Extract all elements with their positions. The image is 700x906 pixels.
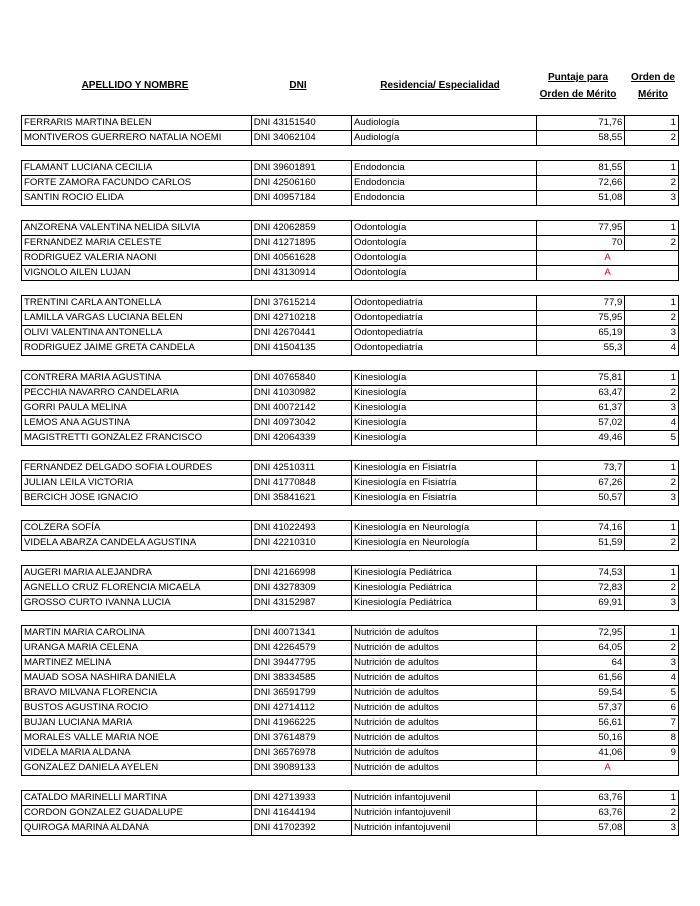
table-row xyxy=(22,416,679,431)
merit-score: 41,06 xyxy=(537,746,625,761)
residency-group-table xyxy=(21,295,679,356)
applicant-residency: Odontopediatría xyxy=(352,296,537,311)
table-row xyxy=(22,311,679,326)
residency-group-table xyxy=(21,520,679,551)
column-header-residency xyxy=(365,77,515,94)
applicant-residency: Kinesiología Pediátrica xyxy=(352,596,537,611)
merit-order: 9 xyxy=(625,746,679,761)
column-header-name: APELLIDO Y NOMBRE xyxy=(81,80,189,91)
merit-score: 75,95 xyxy=(537,311,625,326)
table-row xyxy=(22,341,679,356)
applicant-name: GONZALEZ DANIELA AYELEN xyxy=(22,761,252,776)
applicant-name: BRAVO MILVANA FLORENCIA xyxy=(22,686,252,701)
merit-score: 59,54 xyxy=(537,686,625,701)
applicant-residency: Kinesiología xyxy=(352,431,537,446)
table-row xyxy=(22,731,679,746)
applicant-dni: DNI 42166998 xyxy=(251,566,351,581)
column-header-dni: DNI xyxy=(289,80,307,91)
merit-score: 56,61 xyxy=(537,716,625,731)
residency-group-table xyxy=(21,460,679,506)
applicant-name: MARTINEZ MELINA xyxy=(22,656,252,671)
applicant-name: PECCHIA NAVARRO CANDELARIA xyxy=(22,386,252,401)
applicant-residency: Nutrición de adultos xyxy=(352,716,537,731)
applicant-name: AGNELLO CRUZ FLORENCIA MICAELA xyxy=(22,581,252,596)
residency-group-table xyxy=(21,115,679,146)
applicant-dni: DNI 39601891 xyxy=(251,161,351,176)
merit-score: 74,53 xyxy=(537,566,625,581)
table-row xyxy=(22,116,679,131)
column-header-residency-label: Residencia/ Especialidad xyxy=(380,80,500,91)
merit-order: 2 xyxy=(625,386,679,401)
table-row xyxy=(22,821,679,836)
applicant-name: GORRI PAULA MELINA xyxy=(22,401,252,416)
merit-score: 65,19 xyxy=(537,326,625,341)
merit-order: 2 xyxy=(625,476,679,491)
merit-order: 5 xyxy=(625,686,679,701)
merit-score: 75,81 xyxy=(537,371,625,386)
applicant-name: SANTIN ROCIO ELIDA xyxy=(22,191,252,206)
table-row xyxy=(22,746,679,761)
applicant-dni: DNI 42510311 xyxy=(251,461,351,476)
merit-order: 1 xyxy=(625,626,679,641)
applicant-name: CONTRERA MARIA AGUSTINA xyxy=(22,371,252,386)
applicant-name: FLAMANT LUCIANA CECILIA xyxy=(22,161,252,176)
table-row xyxy=(22,386,679,401)
applicant-dni: DNI 34062104 xyxy=(251,131,351,146)
applicant-residency: Odontología xyxy=(352,221,537,236)
merit-order: 2 xyxy=(625,806,679,821)
merit-score: 81,55 xyxy=(537,161,625,176)
applicant-name: CATALDO MARINELLI MARTINA xyxy=(22,791,252,806)
column-header-score xyxy=(526,69,630,103)
applicant-residency: Nutrición de adultos xyxy=(352,761,537,776)
applicant-dni: DNI 42210310 xyxy=(251,536,351,551)
applicant-dni: DNI 41702392 xyxy=(251,821,351,836)
merit-score: 69,91 xyxy=(537,596,625,611)
merit-order: 3 xyxy=(625,821,679,836)
merit-order: 5 xyxy=(625,431,679,446)
merit-score: 57,37 xyxy=(537,701,625,716)
applicant-residency: Odontología xyxy=(352,236,537,251)
applicant-dni: DNI 42713933 xyxy=(251,791,351,806)
merit-score: 72,95 xyxy=(537,626,625,641)
applicant-dni: DNI 43130914 xyxy=(251,266,351,281)
residency-group-table xyxy=(21,565,679,611)
applicant-name: MAGISTRETTI GONZALEZ FRANCISCO xyxy=(22,431,252,446)
merit-order: 3 xyxy=(625,491,679,506)
merit-score: 63,47 xyxy=(537,386,625,401)
merit-order: 4 xyxy=(625,671,679,686)
table-row xyxy=(22,131,679,146)
merit-order: 4 xyxy=(625,416,679,431)
applicant-dni: DNI 40561628 xyxy=(251,251,351,266)
applicant-residency: Odontopediatría xyxy=(352,341,537,356)
applicant-name: RODRIGUEZ JAIME GRETA CANDELA xyxy=(22,341,252,356)
applicant-name: BUJAN LUCIANA MARIA xyxy=(22,716,252,731)
merit-order: 3 xyxy=(625,656,679,671)
table-row xyxy=(22,596,679,611)
applicant-residency: Nutrición de adultos xyxy=(352,626,537,641)
applicant-residency: Nutrición de adultos xyxy=(352,671,537,686)
merit-score: 64 xyxy=(537,656,625,671)
applicant-name: TRENTINI CARLA ANTONELLA xyxy=(22,296,252,311)
applicant-residency: Odontopediatría xyxy=(352,311,537,326)
merit-order: 7 xyxy=(625,716,679,731)
applicant-residency: Audiología xyxy=(352,116,537,131)
merit-order: 3 xyxy=(625,326,679,341)
applicant-residency: Nutrición infantojuvenil xyxy=(352,821,537,836)
applicant-residency: Nutrición infantojuvenil xyxy=(352,806,537,821)
applicant-dni: DNI 41271895 xyxy=(251,236,351,251)
table-row xyxy=(22,536,679,551)
table-row xyxy=(22,656,679,671)
residency-group-table xyxy=(21,370,679,446)
applicant-dni: DNI 39089133 xyxy=(251,761,351,776)
merit-order: 1 xyxy=(625,296,679,311)
applicant-name: LAMILLA VARGAS LUCIANA BELEN xyxy=(22,311,252,326)
applicant-residency: Kinesiología Pediátrica xyxy=(352,581,537,596)
table-row xyxy=(22,371,679,386)
table-row xyxy=(22,521,679,536)
applicant-residency: Kinesiología en Fisiatría xyxy=(352,491,537,506)
merit-score: 63,76 xyxy=(537,791,625,806)
table-row xyxy=(22,401,679,416)
applicant-dni: DNI 37615214 xyxy=(251,296,351,311)
applicant-dni: DNI 40071341 xyxy=(251,626,351,641)
residency-group-table xyxy=(21,220,679,281)
table-row xyxy=(22,431,679,446)
applicant-residency: Kinesiología en Fisiatría xyxy=(352,461,537,476)
applicant-residency: Endodoncia xyxy=(352,191,537,206)
column-header-order-line2: Mérito xyxy=(638,89,668,100)
column-header-score-line2: Orden de Mérito xyxy=(539,89,617,100)
merit-order: 2 xyxy=(625,311,679,326)
table-row xyxy=(22,236,679,251)
applicant-residency: Nutrición de adultos xyxy=(352,656,537,671)
merit-order: 1 xyxy=(625,161,679,176)
applicant-residency: Kinesiología xyxy=(352,386,537,401)
applicant-name: RODRIGUEZ VALERIA NAONI xyxy=(22,251,252,266)
merit-score: 72,66 xyxy=(537,176,625,191)
table-row xyxy=(22,251,679,266)
table-row xyxy=(22,266,679,281)
merit-score: 57,02 xyxy=(537,416,625,431)
merit-score: 64,05 xyxy=(537,641,625,656)
applicant-dni: DNI 37614879 xyxy=(251,731,351,746)
table-row xyxy=(22,296,679,311)
table-row xyxy=(22,161,679,176)
applicant-name: FERNANDEZ MARIA CELESTE xyxy=(22,236,252,251)
merit-score: 63,76 xyxy=(537,806,625,821)
merit-score: 67,26 xyxy=(537,476,625,491)
merit-score: 77,95 xyxy=(537,221,625,236)
applicant-dni: DNI 41644194 xyxy=(251,806,351,821)
applicant-dni: DNI 41966225 xyxy=(251,716,351,731)
applicant-residency: Nutrición de adultos xyxy=(352,731,537,746)
applicant-residency: Audiología xyxy=(352,131,537,146)
applicant-residency: Kinesiología xyxy=(352,401,537,416)
applicant-residency: Endodoncia xyxy=(352,161,537,176)
applicant-name: QUIROGA MARINA ALDANA xyxy=(22,821,252,836)
table-row xyxy=(22,806,679,821)
applicant-name: MARTIN MARIA CAROLINA xyxy=(22,626,252,641)
applicant-residency: Kinesiología xyxy=(352,371,537,386)
table-row xyxy=(22,686,679,701)
table-row xyxy=(22,761,679,776)
applicant-name: AUGERI MARIA ALEJANDRA xyxy=(22,566,252,581)
applicant-dni: DNI 40072142 xyxy=(251,401,351,416)
merit-order: 1 xyxy=(625,221,679,236)
merit-order: 2 xyxy=(625,176,679,191)
merit-score: 61,37 xyxy=(537,401,625,416)
applicant-dni: DNI 42062859 xyxy=(251,221,351,236)
column-header-order-line1: Orden de xyxy=(631,72,675,83)
table-row xyxy=(22,221,679,236)
merit-order: 2 xyxy=(625,536,679,551)
applicant-dni: DNI 43151540 xyxy=(251,116,351,131)
applicant-name: OLIVI VALENTINA ANTONELLA xyxy=(22,326,252,341)
applicant-residency: Kinesiología en Neurología xyxy=(352,536,537,551)
absent-mark: A xyxy=(537,761,679,776)
applicant-dni: DNI 42264579 xyxy=(251,641,351,656)
applicant-name: VIDELA ABARZA CANDELA AGUSTINA xyxy=(22,536,252,551)
applicant-dni: DNI 41030982 xyxy=(251,386,351,401)
residency-group-table xyxy=(21,160,679,206)
table-row xyxy=(22,671,679,686)
table-row xyxy=(22,716,679,731)
applicant-name: JULIAN LEILA VICTORIA xyxy=(22,476,252,491)
applicant-dni: DNI 38334585 xyxy=(251,671,351,686)
applicant-residency: Endodoncia xyxy=(352,176,537,191)
merit-score: 50,57 xyxy=(537,491,625,506)
merit-score: 58,55 xyxy=(537,131,625,146)
merit-score: 61,56 xyxy=(537,671,625,686)
applicant-dni: DNI 41770848 xyxy=(251,476,351,491)
merit-order: 1 xyxy=(625,461,679,476)
applicant-dni: DNI 42064339 xyxy=(251,431,351,446)
residency-group-table xyxy=(21,625,679,776)
table-row xyxy=(22,476,679,491)
table-row xyxy=(22,176,679,191)
merit-order: 2 xyxy=(625,236,679,251)
applicant-name: MORALES VALLE MARIA NOE xyxy=(22,731,252,746)
applicant-name: FERNANDEZ DELGADO SOFIA LOURDES xyxy=(22,461,252,476)
merit-order: 1 xyxy=(625,791,679,806)
merit-order: 1 xyxy=(625,566,679,581)
applicant-name: FORTE ZAMORA FACUNDO CARLOS xyxy=(22,176,252,191)
merit-score: 73,7 xyxy=(537,461,625,476)
table-row xyxy=(22,461,679,476)
merit-order: 3 xyxy=(625,596,679,611)
merit-score: 51,59 xyxy=(537,536,625,551)
column-header-score-line1: Puntaje para xyxy=(547,72,609,83)
applicant-name: COLZERA SOFÍA xyxy=(22,521,252,536)
applicant-residency: Odontopediatría xyxy=(352,326,537,341)
absent-mark: A xyxy=(537,266,679,281)
applicant-dni: DNI 39447795 xyxy=(251,656,351,671)
applicant-name: FERRARIS MARTINA BELEN xyxy=(22,116,252,131)
applicant-dni: DNI 41504135 xyxy=(251,341,351,356)
column-header-order xyxy=(622,69,684,103)
applicant-dni: DNI 35841621 xyxy=(251,491,351,506)
table-row xyxy=(22,626,679,641)
table-row xyxy=(22,326,679,341)
merit-order: 4 xyxy=(625,341,679,356)
applicant-dni: DNI 41022493 xyxy=(251,521,351,536)
applicant-dni: DNI 43278309 xyxy=(251,581,351,596)
applicant-name: VIGNOLO AILEN LUJAN xyxy=(22,266,252,281)
applicant-dni: DNI 40957184 xyxy=(251,191,351,206)
merit-score: 50,16 xyxy=(537,731,625,746)
merit-order: 1 xyxy=(625,116,679,131)
table-row xyxy=(22,191,679,206)
applicant-dni: DNI 42710218 xyxy=(251,311,351,326)
applicant-residency: Odontología xyxy=(352,266,537,281)
applicant-dni: DNI 42670441 xyxy=(251,326,351,341)
applicant-residency: Odontología xyxy=(352,251,537,266)
residency-group-table xyxy=(21,790,679,836)
merit-order: 3 xyxy=(625,191,679,206)
applicant-residency: Kinesiología en Neurología xyxy=(352,521,537,536)
applicant-dni: DNI 36591799 xyxy=(251,686,351,701)
applicant-name: MONTIVEROS GUERRERO NATALIA NOEMI xyxy=(22,131,252,146)
applicant-residency: Nutrición de adultos xyxy=(352,746,537,761)
applicant-name: CORDON GONZALEZ GUADALUPE xyxy=(22,806,252,821)
applicant-residency: Nutrición de adultos xyxy=(352,641,537,656)
applicant-name: GROSSO CURTO IVANNA LUCIA xyxy=(22,596,252,611)
merit-score: 70 xyxy=(537,236,625,251)
table-row xyxy=(22,581,679,596)
applicant-dni: DNI 40973042 xyxy=(251,416,351,431)
applicant-residency: Nutrición infantojuvenil xyxy=(352,791,537,806)
applicant-name: ANZORENA VALENTINA NELIDA SILVIA xyxy=(22,221,252,236)
applicant-dni: DNI 40765840 xyxy=(251,371,351,386)
applicant-dni: DNI 42714112 xyxy=(251,701,351,716)
applicant-dni: DNI 43152987 xyxy=(251,596,351,611)
applicant-name: BUSTOS AGUSTINA ROCIO xyxy=(22,701,252,716)
absent-mark: A xyxy=(537,251,679,266)
merit-order: 1 xyxy=(625,371,679,386)
merit-order: 1 xyxy=(625,521,679,536)
table-row xyxy=(22,641,679,656)
table-row xyxy=(22,566,679,581)
applicant-name: MAUAD SOSA NASHIRA DANIELA xyxy=(22,671,252,686)
merit-order: 2 xyxy=(625,131,679,146)
applicant-name: VIDELA MARIA ALDANA xyxy=(22,746,252,761)
merit-score: 57,08 xyxy=(537,821,625,836)
merit-order: 6 xyxy=(625,701,679,716)
applicant-name: BERCICH JOSE IGNACIO xyxy=(22,491,252,506)
applicant-dni: DNI 36576978 xyxy=(251,746,351,761)
merit-order: 3 xyxy=(625,401,679,416)
merit-order: 8 xyxy=(625,731,679,746)
table-row xyxy=(22,701,679,716)
merit-score: 72,83 xyxy=(537,581,625,596)
applicant-residency: Nutrición de adultos xyxy=(352,701,537,716)
applicant-residency: Kinesiología en Fisiatría xyxy=(352,476,537,491)
merit-score: 77,9 xyxy=(537,296,625,311)
table-row xyxy=(22,791,679,806)
table-row xyxy=(22,491,679,506)
applicant-dni: DNI 42506160 xyxy=(251,176,351,191)
applicant-name: LEMOS ANA AGUSTINA xyxy=(22,416,252,431)
applicant-residency: Nutrición de adultos xyxy=(352,686,537,701)
merit-score: 55,3 xyxy=(537,341,625,356)
merit-score: 71,76 xyxy=(537,116,625,131)
merit-score: 49,46 xyxy=(537,431,625,446)
merit-order: 2 xyxy=(625,581,679,596)
merit-score: 51,08 xyxy=(537,191,625,206)
applicant-residency: Kinesiología Pediátrica xyxy=(352,566,537,581)
merit-score: 74,16 xyxy=(537,521,625,536)
applicant-residency: Kinesiología xyxy=(352,416,537,431)
merit-order: 2 xyxy=(625,641,679,656)
applicant-name: URANGA MARIA CELENA xyxy=(22,641,252,656)
